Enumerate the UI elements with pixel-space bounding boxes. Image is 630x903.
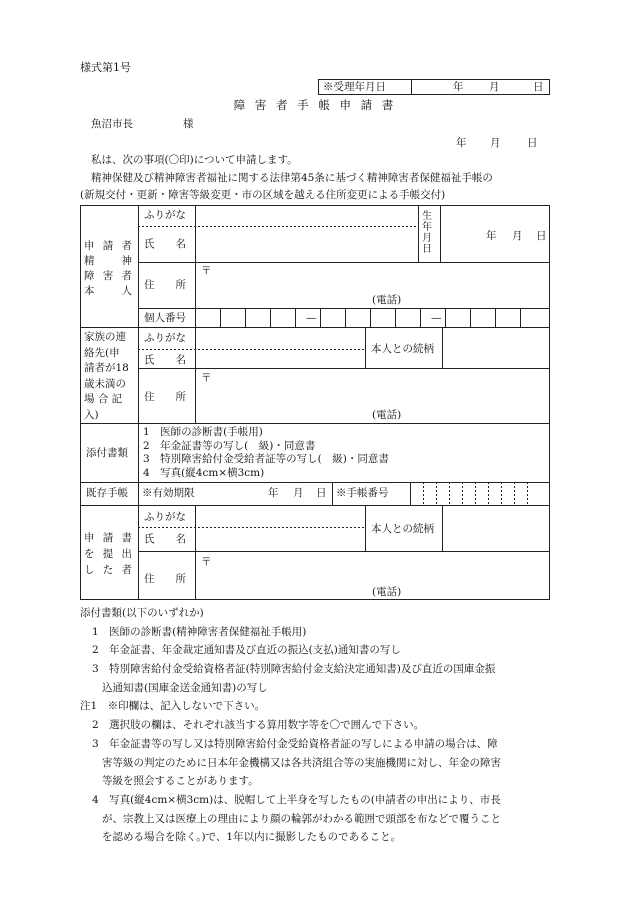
intro-line-2: 精神保健及び精神障害者福祉に関する法律第45条に基づく精神障害者保健福祉手帳の <box>91 172 493 184</box>
application-table <box>80 205 550 600</box>
date-year: 年 <box>456 137 467 149</box>
submitter-furigana-field[interactable] <box>199 506 364 526</box>
note-1: 注1 ※印欄は、記入しないで下さい。 <box>80 700 266 713</box>
birth-year: 年 <box>486 230 497 242</box>
attachment-item-3[interactable]: 3 特別障害給付金受給者証等の写し( 級)・同意書 <box>143 453 389 465</box>
family-name-field[interactable] <box>199 351 364 368</box>
personal-number-dash-2: — <box>431 312 442 324</box>
note-3c: 等級を照会することがあります。 <box>102 775 259 788</box>
family-phone-label: (電話) <box>372 409 402 421</box>
handbook-number-label: ※手帳番号 <box>336 487 389 499</box>
submitter-relation-field[interactable] <box>446 506 549 550</box>
family-postal-mark: 〒 <box>201 372 212 384</box>
applicant-furigana-label: ふりがな <box>144 209 186 221</box>
reception-label: ※受理年月日 <box>323 81 386 93</box>
applicant-postal-mark: 〒 <box>201 265 212 277</box>
applicant-section-label: 申 請 者 精 神 障 害 者 本 人 <box>84 240 132 297</box>
note-attachment-1: 1 医師の診断書(精神障害者保健福祉手帳用) <box>92 625 307 638</box>
submitter-postal-mark: 〒 <box>201 556 212 568</box>
applicant-name-label: 氏 名 <box>144 238 186 250</box>
note-attachment-3b: 込通知書(国庫金送金通知書)の写し <box>102 681 268 694</box>
applicant-address-label: 住 所 <box>144 279 186 291</box>
note-4c: を認める場合を除く。)で、1年以内に撮影したものであること。 <box>102 831 402 844</box>
validity-label: ※有効期限 <box>142 487 195 499</box>
intro-line-1: 私は、次の事項(〇印)について申請します。 <box>91 154 298 166</box>
existing-handbook-label: 既存手帳 <box>86 487 128 499</box>
addressee-mayor: 魚沼市長 <box>91 118 133 130</box>
form-number: 様式第1号 <box>80 61 131 74</box>
date-day: 日 <box>527 137 538 149</box>
submitter-address-label: 住 所 <box>144 573 186 585</box>
reception-day: 日 <box>533 81 544 93</box>
submitter-phone-label: (電話) <box>372 586 402 598</box>
notes-section <box>80 604 550 847</box>
reception-month: 月 <box>489 81 500 93</box>
note-3a: 3 年金証書等の写し又は特別障害給付金受給資格者証の写しによる申請の場合は、障 <box>92 737 498 750</box>
submitter-name-field[interactable] <box>199 529 364 550</box>
personal-number-dash-1: — <box>306 312 317 324</box>
note-4b: が、宗教上又は医療上の理由により顔の輪郭がわかる範囲で頭部を布などで覆うこと <box>102 812 501 825</box>
note-3b: 害等級の判定のために日本年金機構又は各共済組合等の実施機関に対し、年金の障害 <box>102 756 501 769</box>
note-attachment-3a: 3 特別障害給付金受給資格者証(特別障害給付金支給決定通知書)及び直近の国庫金振 <box>92 663 496 676</box>
family-furigana-label: ふりがな <box>144 332 186 344</box>
family-relation-field[interactable] <box>446 328 549 368</box>
submitter-relation-label: 本人との続柄 <box>371 523 434 535</box>
note-attachment-2: 2 年金証書、年金裁定通知書及び直近の振込(支払)通知書の写し <box>92 644 401 657</box>
submitter-furigana-label: ふりがな <box>144 511 186 523</box>
attachment-item-1[interactable]: 1 医師の診断書(手帳用) <box>143 426 263 438</box>
family-relation-label: 本人との続柄 <box>371 343 434 355</box>
attachment-item-2[interactable]: 2 年金証書等の写し( 級)・同意書 <box>143 439 316 452</box>
applicant-phone-label: (電話) <box>372 294 402 306</box>
birth-month: 月 <box>512 230 523 242</box>
attachments-label: 添付書類 <box>86 447 128 459</box>
submitter-section-label: 申 請 書 を 提 出 し た 者 <box>84 532 132 576</box>
reception-year: 年 <box>453 81 464 93</box>
family-address-label: 住 所 <box>144 391 186 403</box>
applicant-furigana-field[interactable] <box>199 205 417 225</box>
validity-year: 年 <box>268 487 279 499</box>
form-title: 障 害 者 手 帳 申 請 書 <box>233 98 397 112</box>
note-4a: 4 写真(縦4cm×横3cm)は、脱帽して上半身を写したもの(申請者の申出により、市長 <box>92 793 501 806</box>
note-2: 2 選択肢の欄は、それぞれ該当する算用数字等を〇で囲んで下さい。 <box>92 719 425 732</box>
validity-day: 日 <box>316 487 327 499</box>
intro-line-3: (新規交付・更新・障害等級変更・市の区域を越える住所変更による手帳交付) <box>80 189 446 201</box>
personal-number-label: 個人番号 <box>144 312 186 324</box>
submitter-name-label: 氏 名 <box>144 533 186 545</box>
family-name-label: 氏 名 <box>144 354 186 366</box>
validity-month: 月 <box>293 487 304 499</box>
personal-number-field[interactable] <box>196 309 549 327</box>
reception-date-box <box>318 79 550 95</box>
addressee-sama: 様 <box>183 118 194 130</box>
notes-heading: 添付書類(以下のいずれか) <box>80 607 204 619</box>
family-section-label: 家族の連 絡先(申 請者が18 歳未満の 場 合 記 入) <box>84 331 129 421</box>
attachment-item-4[interactable]: 4 写真(縦4cm×横3cm) <box>143 466 265 479</box>
birth-day: 日 <box>536 230 547 242</box>
date-month: 月 <box>490 137 501 149</box>
family-furigana-field[interactable] <box>199 328 364 348</box>
birthdate-label: 生年月日 <box>422 211 432 255</box>
applicant-name-field[interactable] <box>199 228 417 261</box>
attachments-list <box>143 426 389 480</box>
